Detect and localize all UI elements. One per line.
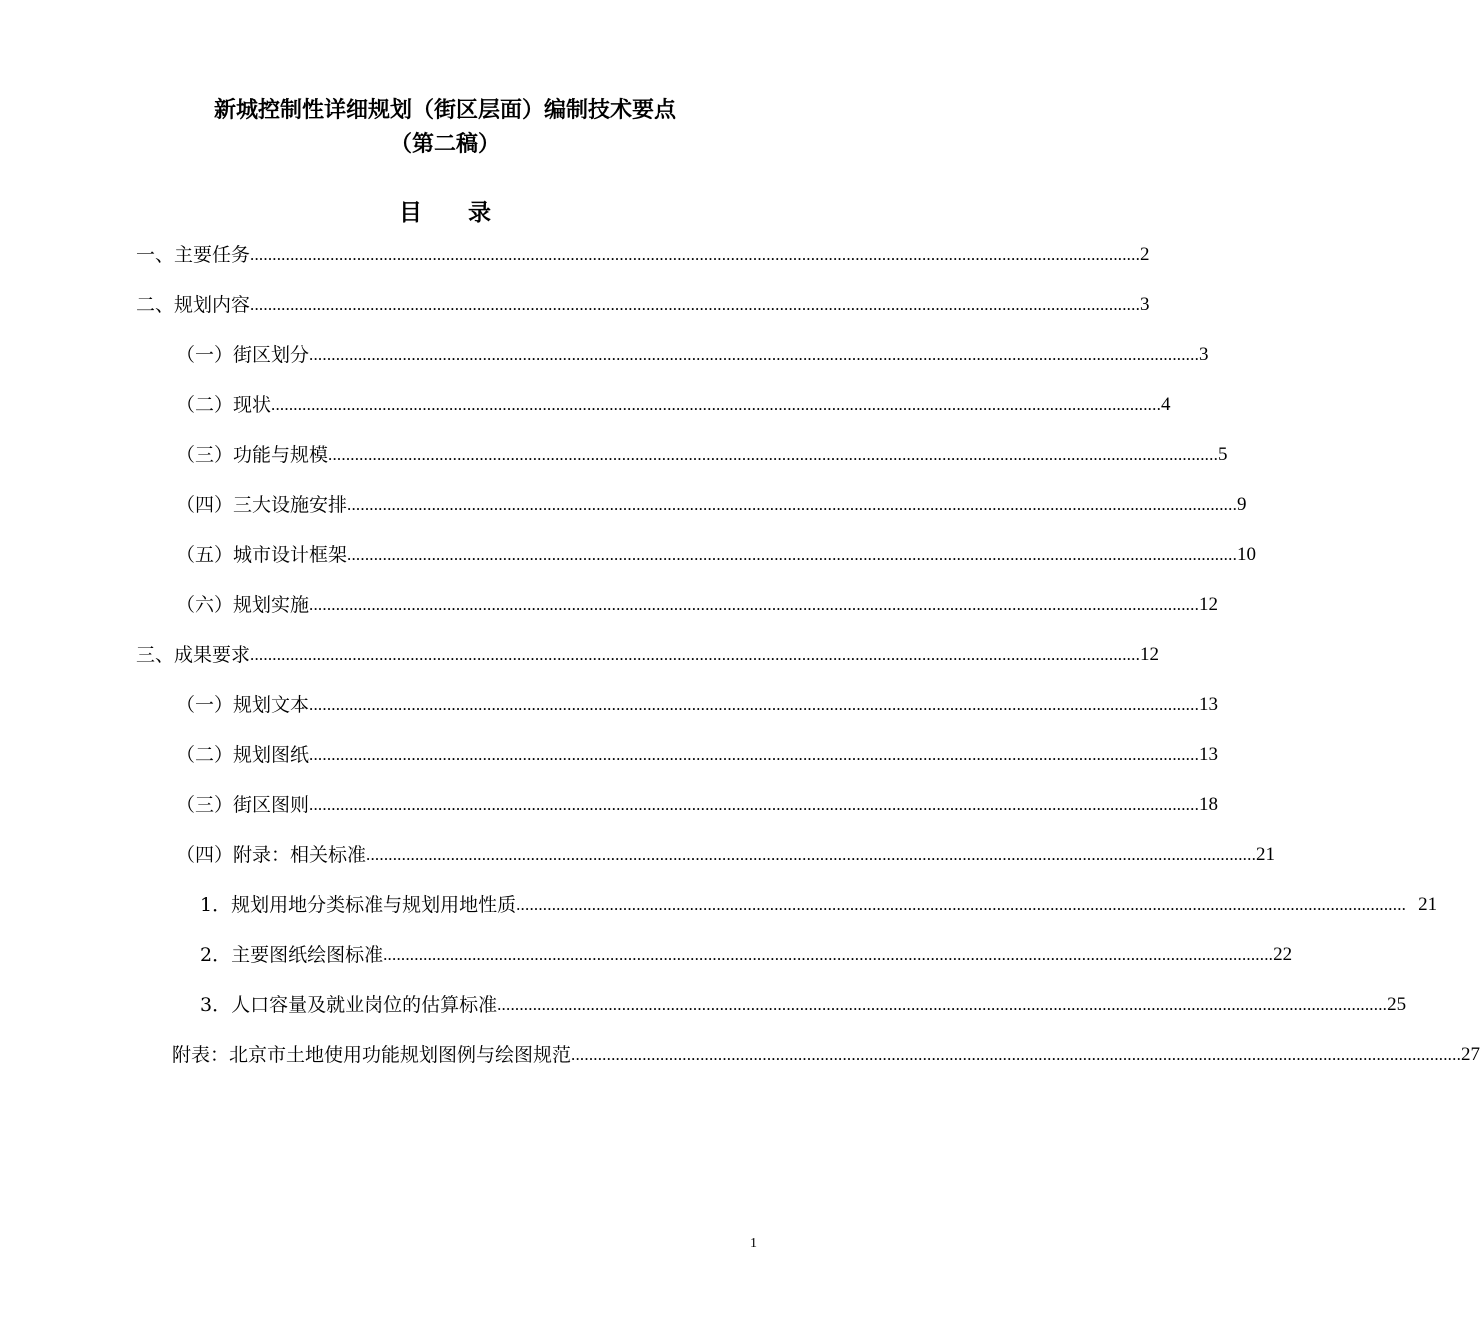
- toc-entry-block-division[interactable]: [176, 338, 1209, 372]
- toc-entry-text: （二）现状: [176, 394, 272, 416]
- toc-entry-page: 2: [1140, 244, 1150, 265]
- toc-entry-text: 1．规划用地分类标准与规划用地性质: [200, 894, 517, 916]
- toc-entry-text: （三）功能与规模: [176, 444, 329, 466]
- toc-entry-block-maps[interactable]: [176, 788, 1219, 822]
- toc-entry-page: 27: [1461, 1044, 1480, 1065]
- toc-dot-leader: ........................................................................................................................................................................................................: [497, 995, 1388, 1014]
- toc-entry-page: 3: [1140, 294, 1150, 315]
- toc-dot-leader: ........................................................................................................................................................................................................: [309, 695, 1200, 714]
- toc-dot-leader: ........................................................................................................................................................................................................: [383, 945, 1274, 964]
- toc-entry-text: （二）规划图纸: [176, 744, 310, 766]
- toc-entry-text: （一）街区划分: [176, 344, 310, 366]
- toc-entry-planning-drawings[interactable]: [176, 738, 1219, 772]
- toc-entry-planning-text[interactable]: [176, 688, 1219, 722]
- toc-entry-planning-content[interactable]: [136, 288, 1150, 322]
- toc-dot-leader: ........................................................................................................................................................................................................: [309, 595, 1200, 614]
- toc-entry-text: （三）街区图则: [176, 794, 310, 816]
- toc-entry-appendix-standards[interactable]: [176, 838, 1276, 872]
- toc-dot-leader: ........................................................................................................................................................................................................: [366, 845, 1257, 864]
- toc-entry-page: 12: [1199, 594, 1219, 615]
- toc-entry-drawing-standards[interactable]: [200, 938, 1293, 972]
- toc-entry-page: 25: [1387, 994, 1407, 1015]
- toc-entry-main-tasks[interactable]: [136, 238, 1150, 272]
- toc-entry-page: 13: [1199, 694, 1219, 715]
- toc-dot-leader: ........................................................................................................................................................................................................: [347, 495, 1238, 514]
- toc-entry-text: 附表：北京市土地使用功能规划图例与绘图规范: [172, 1044, 572, 1066]
- page-number: 1: [750, 1236, 757, 1251]
- toc-entry-text: （六）规划实施: [176, 594, 310, 616]
- toc-entry-text: （四）附录：相关标准: [176, 844, 367, 866]
- toc-entry-text: （四）三大设施安排: [176, 494, 348, 516]
- toc-entry-text: （一）规划文本: [176, 694, 310, 716]
- toc-dot-leader: ........................................................................................................................................................................................................: [309, 345, 1200, 364]
- toc-entry-land-use-classification[interactable]: [200, 888, 1438, 922]
- toc-entry-page: 4: [1161, 394, 1171, 415]
- toc-entry-page: 5: [1218, 444, 1228, 465]
- toc-dot-leader: ........................................................................................................................................................................................................: [347, 545, 1238, 564]
- toc-dot-leader: ........................................................................................................................................................................................................: [309, 795, 1200, 814]
- toc-heading: 目 录: [399, 200, 491, 226]
- toc-dot-leader: ........................................................................................................................................................................................................: [571, 1045, 1462, 1064]
- toc-entry-page: 21: [1256, 844, 1276, 865]
- toc-entry-current-status[interactable]: [176, 388, 1171, 422]
- toc-entry-page: 18: [1199, 794, 1219, 815]
- toc-entry-deliverables[interactable]: [136, 638, 1160, 672]
- toc-entry-text: 二、规划内容: [136, 294, 251, 316]
- toc-entry-page: 3: [1199, 344, 1209, 365]
- toc-dot-leader: ........................................................................................................................................................................................................: [309, 745, 1200, 764]
- toc-entry-three-facilities[interactable]: [176, 488, 1247, 522]
- toc-entry-page: 10: [1237, 544, 1257, 565]
- toc-entry-page: 21: [1418, 894, 1438, 915]
- toc-entry-page: 12: [1140, 644, 1160, 665]
- document-title: 新城控制性详细规划（街区层面）编制技术要点: [213, 98, 676, 123]
- toc-dot-leader: ........................................................................................................................................................................................................: [328, 445, 1219, 464]
- document-subtitle: （第二稿）: [389, 132, 500, 157]
- toc-dot-leader: ........................................................................................................................................................................................................: [271, 395, 1162, 414]
- toc-entry-text: 三、成果要求: [136, 644, 251, 666]
- toc-dot-leader: ........................................................................................................................................................................................................: [516, 895, 1407, 914]
- toc-entry-implementation[interactable]: [176, 588, 1219, 622]
- toc-entry-text: 一、主要任务: [136, 244, 251, 266]
- toc-entry-page: 9: [1237, 494, 1247, 515]
- toc-entry-page: 13: [1199, 744, 1219, 765]
- toc-entry-function-scale[interactable]: [176, 438, 1228, 472]
- toc-entry-text: 2．主要图纸绘图标准: [200, 944, 384, 966]
- toc-entry-attached-table[interactable]: [172, 1038, 1480, 1072]
- toc-entry-text: （五）城市设计框架: [176, 544, 348, 566]
- toc-entry-urban-design[interactable]: [176, 538, 1257, 572]
- toc-dot-leader: ........................................................................................................................................................................................................: [250, 295, 1141, 314]
- toc-entry-population-estimation[interactable]: [200, 988, 1407, 1022]
- toc-dot-leader: ........................................................................................................................................................................................................: [250, 645, 1141, 664]
- toc-entry-text: 3．人口容量及就业岗位的估算标准: [200, 994, 498, 1016]
- toc-entry-page: 22: [1273, 944, 1293, 965]
- toc-dot-leader: ........................................................................................................................................................................................................: [250, 245, 1141, 264]
